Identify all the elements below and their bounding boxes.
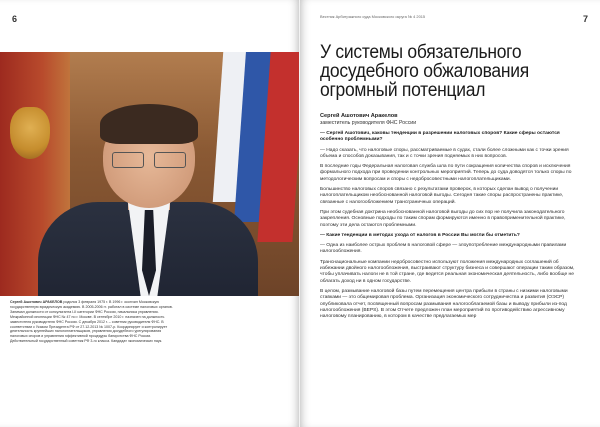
page-number-right: 7 [582, 14, 588, 24]
running-header: Вестник Арбитражного суда Московского округа № 4 2015 [320, 14, 426, 19]
caption-text: родился 3 февраля 1975 г. В 1996 г. окончил Московскую государственную юридическую академию. В 2005-2006 гг. работал в системе налоговых органов. Занимал должности от консультанта I-II категории ФНС России, начальника управления. Межрайонной инспекции ФНС № 47 по г. Москве. В сентябре 2010 г. назначен на должность заместителя руководителя ФНС России. С декабря 2012 г. – советник руководителя ФНС. В соответствии с Указом Президента РФ от 27.12.2013 № 1007-р. Координирует и контролирует деятельность крупнейших налогоплательщиков, управления досудебного урегулирования налоговых споров и управления эффективной процедуры банкротства ФНС России. Действительный государственный советник РФ 3-го класса. Кандидат экономических наук. [10, 300, 173, 344]
interview-answer: — Надо сказать, что налоговые споры, рассматриваемые в судах, стали более сложными как с точки зрения объема и способов доказывания, так и с точки зрения подняемых в них вопросов. [320, 147, 569, 159]
body-paragraph: В целом, размывание налоговой базы путем перемещения центра прибыли в страны с низкими налоговыми ставками — это общемировая проблема. Организация экономического сотрудничества и развития (ОЭСР) опубликовала отчет, посвященный вопросам размывания налогооблагаемой базы и выводу прибыли из-под налогообложения (BEPS). В этом Отчете предложен план мероприятий по противодействию агрессивному налоговому планированию, в котором в качестве предлагаемых мер [320, 288, 568, 320]
author-name: Сергей Ашотович Аракелов [320, 113, 398, 119]
glasses [112, 152, 186, 168]
body-paragraph: При этом судебная доктрина необоснованной налоговой выгоды до сих пор не получила законодательного закрепления. Основные подходы по таким спорам формируются именно в правоприменительной практике, поэтому эти дела остаются проблемными. [320, 209, 566, 228]
glasses-lens-left [112, 152, 144, 168]
author-role: заместитель руководителя ФНС России [320, 120, 417, 126]
portrait-photo [0, 52, 299, 296]
body-paragraph: Большинство налоговых споров связано с результатами проверок, в которых сделан вывод о получении налогоплательщиком необоснованной налоговой выгоды. Сегодня такие споры распространены практике, связанные с налогообложением трансграничных операций. [320, 187, 564, 205]
body-paragraph: В последние годы Федеральная налоговая служба шла по пути сокращения количества споров и исключения формального подхода при проведении контрольных мероприятий. Теперь до суда доводятся только споры по методологическим вопросам и споры с недобросовестными налогоплательщиками. [320, 164, 572, 182]
article-body [320, 131, 576, 324]
interview-question: — Какие тенденции в методах ухода от налогов в России Вы могли бы отметить? [320, 232, 520, 238]
glasses-lens-right [154, 152, 186, 168]
page-number-left: 6 [12, 14, 18, 24]
photo-caption [10, 300, 178, 344]
left-page [0, 0, 299, 427]
hair [100, 104, 198, 144]
body-paragraph: Транснациональные компании недобросовестно используют положения международных соглашений об избежании двойного налогообложения, выстраивают структуру бизнеса и совершают операции таким образом, чтобы уплачивать налоги не в той стране, где ведется реальная экономическая деятельность, либо вообще не облагать доход ни в одном государстве. [320, 259, 575, 284]
interview-question: — Сергей Ашотович, каковы тенденции в разрешении налоговых споров? Какие сферы остаются особенно проблемными? [320, 131, 560, 143]
article-title: У системы обязательного досудебного обжалования огромный потенциал [320, 42, 529, 101]
interview-answer: — Одна из наиболее острых проблем в налоговой сфере — злоупотребление международными правилами налогообложения. [320, 243, 567, 255]
coat-of-arms-emblem [10, 107, 50, 159]
caption-name: Сергей Ашотович АРАКЕЛОВ [10, 300, 63, 304]
